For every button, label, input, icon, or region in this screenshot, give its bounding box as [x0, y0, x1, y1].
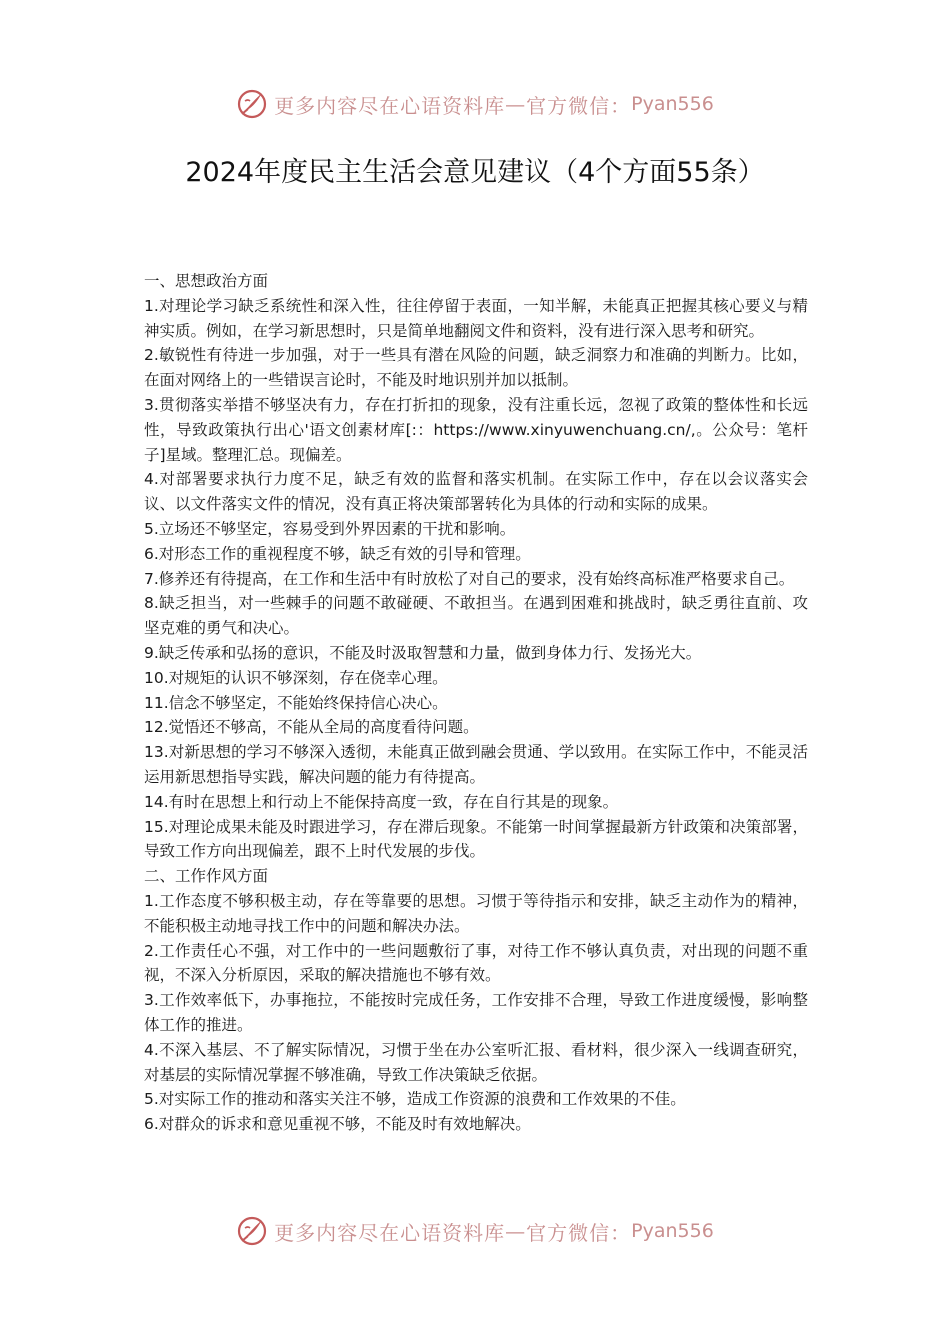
- watermark-contact: 官方微信：: [526, 1220, 632, 1245]
- watermark-text: 更多内容尽在心语资料库: [274, 1220, 506, 1245]
- list-item: 12.觉悟还不够高，不能从全局的高度看待问题。: [144, 718, 479, 737]
- watermark-text: 更多内容尽在心语资料库: [274, 93, 506, 118]
- list-item: 10.对规矩的认识不够深刻，存在侥幸心理。: [144, 668, 448, 687]
- list-item: 13.对新思想的学习不够深入透彻，未能真正做到融会贯通、学以致用。在实际工作中，不能灵活运用新思想指导实践，解决问题的能力有待提高。: [144, 743, 808, 786]
- watermark-wechat-id: Pyan556: [631, 1220, 714, 1242]
- footer-watermark: [0, 1211, 950, 1251]
- list-item: 2.工作责任心不强，对工作中的一些问题敷衍了事，对待工作不够认真负责，对出现的问题不重视，不深入分析原因，采取的解决措施也不够有效。: [144, 941, 808, 985]
- list-item: 5.对实际工作的推动和落实关注不够，造成工作资源的浪费和工作效果的不佳。: [144, 1090, 686, 1109]
- list-item: 2.敏锐性有待进一步加强，对于一些具有潜在风险的问题，缺乏洞察力和准确的判断力。比如，在面对网络上的一些错误言论时，不能及时地识别并加以抵制。: [144, 346, 808, 390]
- watermark-separator: —: [505, 1219, 527, 1243]
- list-item: 1.工作态度不够积极主动，存在等靠要的思想。习惯于等待指示和安排，缺乏主动作为的精神，不能积极主动地寻找工作中的问题和解决办法。: [144, 891, 808, 935]
- list-item: 14.有时在思想上和行动上不能保持高度一致，存在自行其是的现象。: [144, 792, 619, 811]
- document-title: 2024年度民主生活会意见建议（4个方面55条）: [185, 157, 765, 188]
- section-heading: 二、工作作风方面: [144, 867, 269, 886]
- list-item: 4.不深入基层、不了解实际情况，习惯于坐在办公室听汇报、看材料，很少深入一线调查研究，对基层的实际情况掌握不够准确，导致工作决策缺乏依据。: [144, 1040, 808, 1084]
- list-item: 6.对形态工作的重视程度不够，缺乏有效的引导和管理。: [144, 544, 531, 563]
- list-item: 5.立场还不够坚定，容易受到外界因素的干扰和影响。: [144, 519, 516, 538]
- list-item: 7.修养还有待提高，在工作和生活中有时放松了对自己的要求，没有始终高标准严格要求自己。: [144, 569, 795, 588]
- list-item: 8.缺乏担当，对一些棘手的问题不敢碰硬、不敢担当。在遇到困难和挑战时，缺乏勇往直前、攻坚克难的勇气和决心。: [144, 594, 808, 638]
- quill-logo-icon: [236, 88, 268, 120]
- list-item: 1.对理论学习缺乏系统性和深入性，往往停留于表面，一知半解，未能真正把握其核心要义与精神实质。例如，在学习新思想时，只是简单地翻阅文件和资料，没有进行深入思考和研究。: [144, 296, 808, 340]
- section-heading: 一、思想政治方面: [144, 272, 269, 290]
- list-item: 11.信念不够坚定，不能始终保持信心决心。: [144, 693, 448, 712]
- list-item: 3.贯彻落实举措不够坚决有力，存在打折扣的现象，没有注重长远，忽视了政策的整体性和长远性，导致政策执行出心'语文创素材库[:：https://www.xinyuwenchuang.cn/,。公众号：笔杆子]星域。整理汇总。现偏差。: [144, 395, 808, 464]
- list-item: 3.工作效率低下，办事拖拉，不能按时完成任务，工作安排不合理，导致工作进度缓慢，影响整体工作的推进。: [144, 991, 808, 1034]
- list-item: 6.对群众的诉求和意见重视不够，不能及时有效地解决。: [144, 1115, 531, 1134]
- list-item: 4.对部署要求执行力度不足，缺乏有效的监督和落实机制。在实际工作中，存在以会议落实会议、以文件落实文件的情况，没有真正将决策部署转化为具体的行动和实际的成果。: [144, 470, 808, 514]
- quill-logo-icon: [236, 1215, 268, 1247]
- list-item: 9.缺乏传承和弘扬的意识，不能及时汲取智慧和力量，做到身体力行、发扬光大。: [144, 643, 702, 662]
- header-watermark: [0, 84, 950, 124]
- watermark-separator: —: [505, 92, 527, 116]
- list-item: 15.对理论成果未能及时跟进学习，存在滞后现象。不能第一时间掌握最新方针政策和决策部署，导致工作方向出现偏差，跟不上时代发展的步伐。: [144, 817, 808, 861]
- document-body: [144, 269, 808, 1137]
- watermark-wechat-id: Pyan556: [631, 93, 714, 115]
- watermark-contact: 官方微信：: [526, 93, 632, 118]
